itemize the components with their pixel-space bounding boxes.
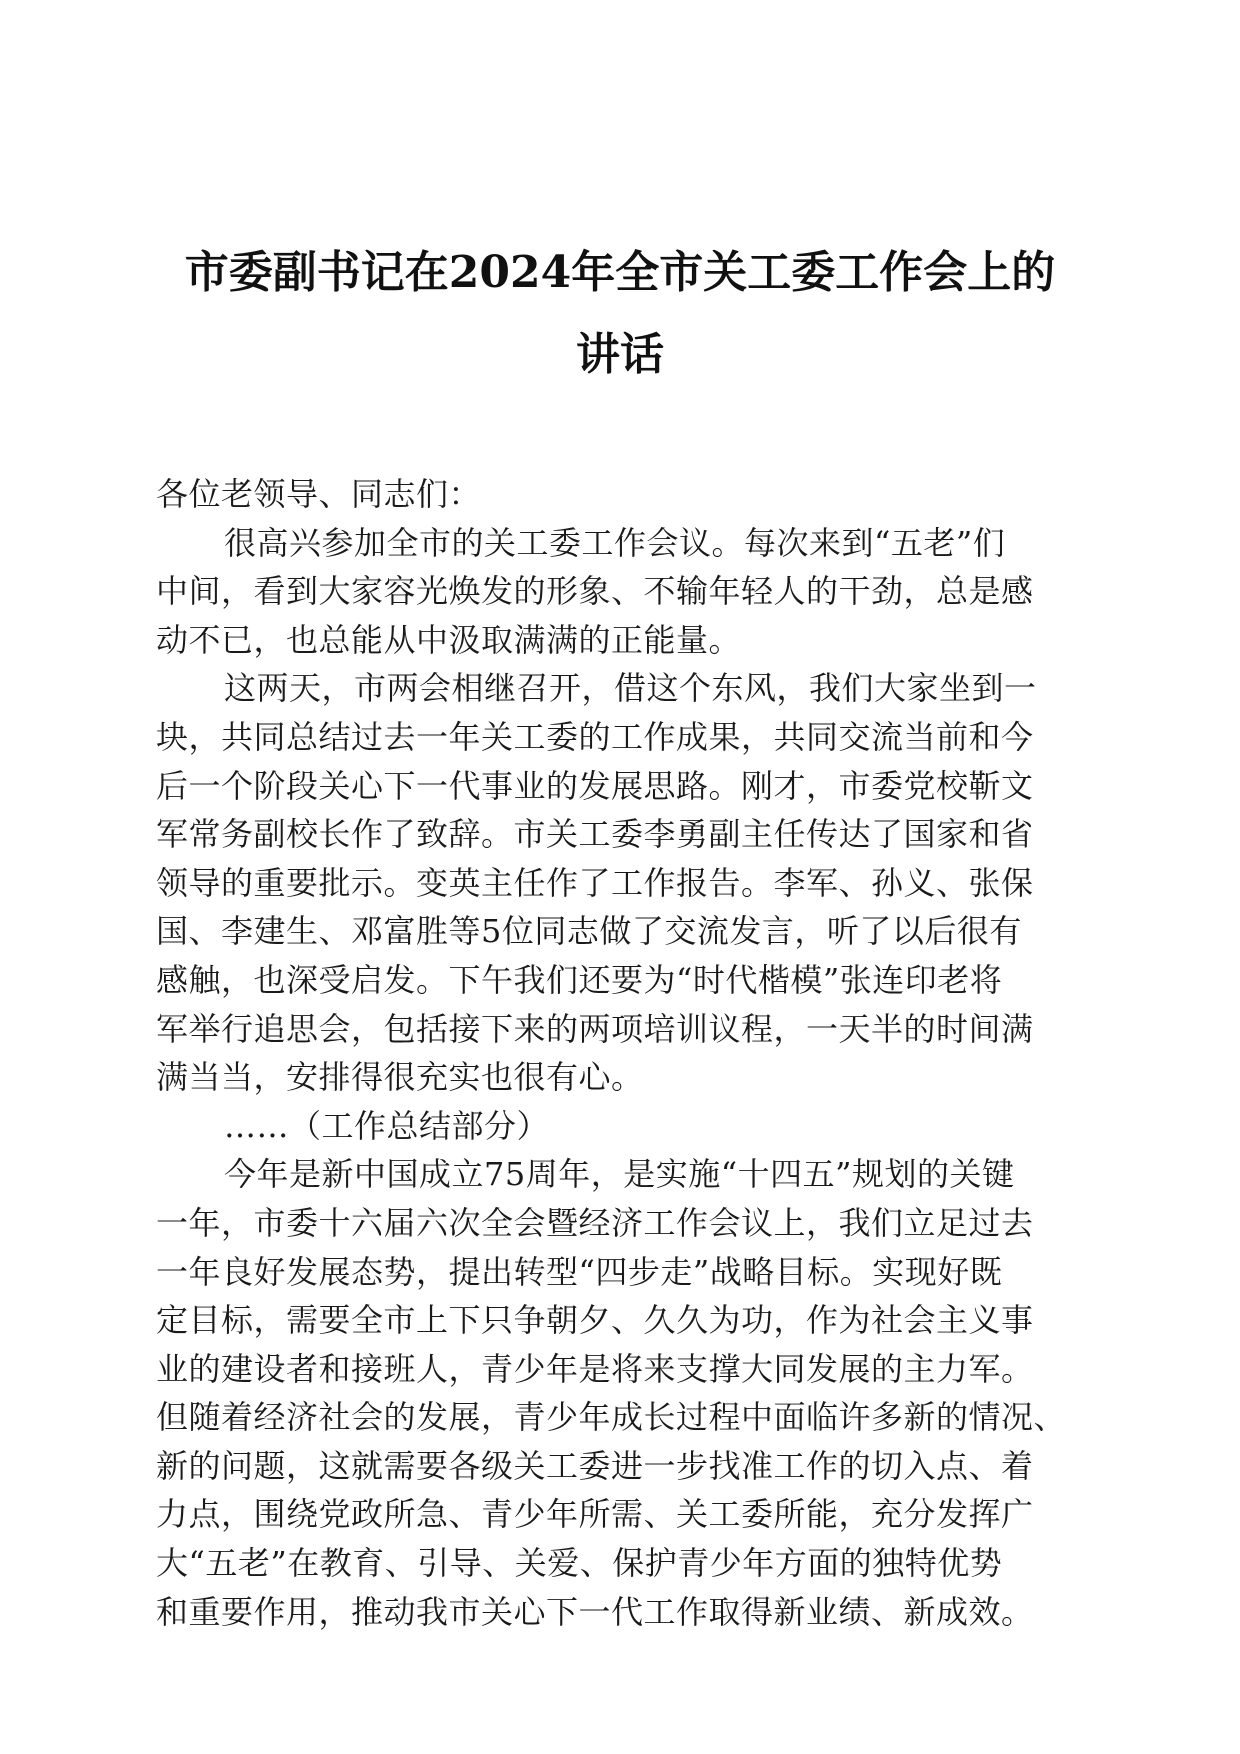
- body-line: 动不已，也总能从中汲取满满的正能量。: [156, 620, 742, 659]
- body-line: 和重要作用，推动我市关心下一代工作取得新业绩、新成效。: [156, 1592, 1034, 1631]
- body-line: 但随着经济社会的发展，青少年成长过程中面临许多新的情况、: [156, 1398, 1067, 1437]
- body-line: 大“五老”在教育、引导、关爱、保护青少年方面的独特优势: [156, 1544, 1003, 1583]
- body-line: 业的建设者和接班人，青少年是将来支撑大同发展的主力军。: [156, 1349, 1034, 1388]
- body-line: 中间，看到大家容光焕发的形象、不输年轻人的干劲，总是感: [156, 572, 1034, 611]
- body-line: 一年良好发展态势，提出转型“四步走”战略目标。实现好既: [156, 1252, 1003, 1291]
- body-line: 领导的重要批示。变英主任作了工作报告。李军、孙义、张保: [156, 863, 1034, 902]
- document-body: [156, 470, 1084, 1636]
- body-line: 满当当，安排得很充实也很有心。: [156, 1058, 644, 1097]
- page-title: [150, 232, 1090, 396]
- body-line: ……（工作总结部分）: [224, 1106, 550, 1145]
- body-line: 军举行追思会，包括接下来的两项培训议程，一天半的时间满: [156, 1009, 1034, 1048]
- body-line: 各位老领导、同志们：: [156, 475, 482, 513]
- title-line-1: 市委副书记在2024年全市关工委工作会上的: [184, 247, 1056, 298]
- body-line: 新的问题，这就需要各级关工委进一步找准工作的切入点、着: [156, 1446, 1034, 1485]
- body-line: 后一个阶段关心下一代事业的发展思路。刚才，市委党校靳文: [156, 766, 1034, 805]
- body-line: 军常务副校长作了致辞。市关工委李勇副主任传达了国家和省: [156, 815, 1034, 854]
- body-line: 力点，围绕党政所急、青少年所需、关工委所能，充分发挥广: [156, 1495, 1034, 1534]
- body-line: 定目标，需要全市上下只争朝夕、久久为功，作为社会主义事: [156, 1301, 1034, 1340]
- body-line: 这两天，市两会相继召开，借这个东风，我们大家坐到一: [224, 669, 1037, 708]
- body-line: 国、李建生、邓富胜等5位同志做了交流发言，听了以后很有: [156, 912, 1022, 951]
- body-line: 很高兴参加全市的关工委工作会议。每次来到“五老”们: [224, 523, 1006, 562]
- title-line-2: 讲话: [576, 329, 664, 380]
- body-line: 今年是新中国成立75周年，是实施“十四五”规划的关键: [224, 1155, 1015, 1194]
- body-line: 感触，也深受启发。下午我们还要为“时代楷模”张连印老将: [156, 960, 1003, 999]
- body-line: 块，共同总结过去一年关工委的工作成果，共同交流当前和今: [156, 717, 1034, 756]
- body-line: 一年，市委十六届六次全会暨经济工作会议上，我们立足过去: [156, 1203, 1034, 1242]
